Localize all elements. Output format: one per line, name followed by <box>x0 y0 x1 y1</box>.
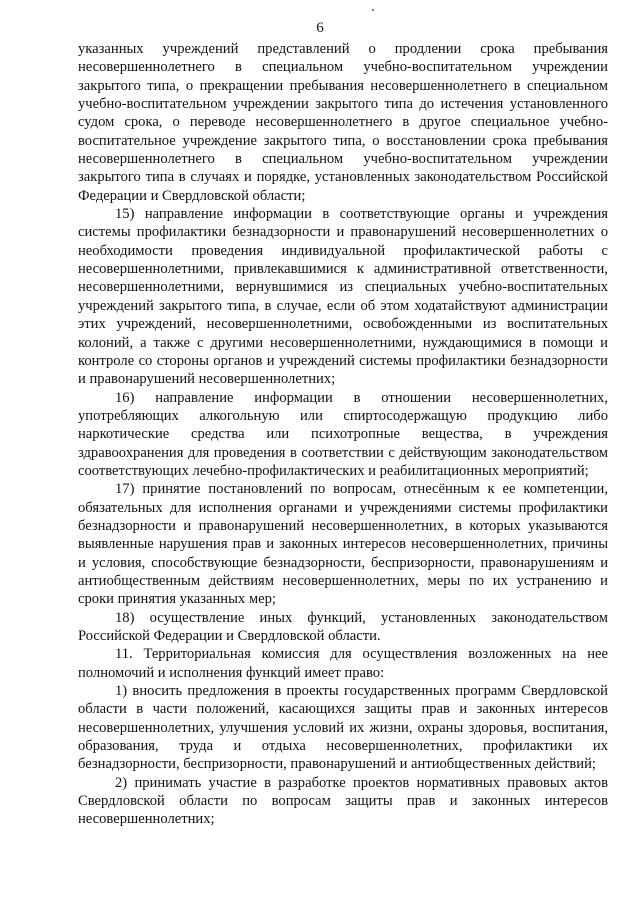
paragraph-continuation: указанных учреждений представлений о продлении срока пребывания несовершеннолетнего в специальном учебно-воспитательном учреждении закрытого типа, о прекращении пребывания несовершеннолетнего в специальном учебно-воспитательном учреждении закрытого типа до истечения установленного судом срока, о переводе несовершеннолетнего в другое специальное учебно-воспитательное учреждение закрытого типа, о восстановлении срока пребывания несовершеннолетнего в специальном учебно-воспитательном учреждении закрытого типа в случаях и порядке, установленных законодательством Российской Федерации и Свердловской области; <box>78 41 608 204</box>
paragraph-section-11: 11. Территориальная комиссия для осуществления возложенных на нее полномочий и исполнения функций имеет право: <box>78 646 608 681</box>
paragraph-item-17: 17) принятие постановлений по вопросам, отнесённым к ее компетенции, обязательных для исполнения органами и учреждениями системы профилактики безнадзорности и правонарушений несовершеннолетних, в которых указываются выявленные нарушения прав и законных интересов несовершеннолетних, причины и условия, способствующие безнадзорности, беспризорности, правонарушениям и антиобщественным действиям несовершеннолетних, меры по их устранению и сроки принятия указанных мер; <box>78 481 608 608</box>
paragraph-item-15: 15) направление информации в соответствующие органы и учреждения системы профилактики безнадзорности и правонарушений несовершеннолетних о необходимости проведения индивидуальной профилактической работы с несовершеннолетними, привлекавшимися к административной ответственности, несовершеннолетними, вернувшимися из специальных учебно-воспитательных учреждений закрытого типа, в случае, если об этом ходатайствуют администрации этих учреждений, несовершеннолетними, освобожденными из воспитательных колоний, а также с другими несовершеннолетними, нуждающимися в помощи и контроле со стороны органов и учреждений системы профилактики безнадзорности и правонарушений несовершеннолетних; <box>78 206 608 388</box>
paragraph-right-1: 1) вносить предложения в проекты государственных программ Свердловской области в части положений, касающихся защиты прав и законных интересов несовершеннолетних, улучшения условий их жизни, охраны здоровья, воспитания, образования, труда и отдыха несовершеннолетних, профилактики их безнадзорности, беспризорности, правонарушений и антиобщественных действий; <box>78 683 608 773</box>
paragraph-right-2: 2) принимать участие в разработке проектов нормативных правовых актов Свердловской области по вопросам защиты прав и законных интересов несовершеннолетних; <box>78 774 608 828</box>
document-body <box>78 40 608 829</box>
scan-speck <box>372 9 374 11</box>
paragraph-item-16: 16) направление информации в отношении несовершеннолетних, употребляющих алкогольную или спиртосодержащую продукцию либо наркотические средства или психотропные вещества, в учреждения здравоохранения для проведения в соответствии с действующим законодательством соответствующих лечебно-профилактических и реабилитационных мероприятий; <box>78 389 608 479</box>
page-number: 6 <box>316 20 324 36</box>
paragraph-item-18: 18) осуществление иных функций, установленных законодательством Российской Федерации и Свердловской области. <box>78 609 608 644</box>
